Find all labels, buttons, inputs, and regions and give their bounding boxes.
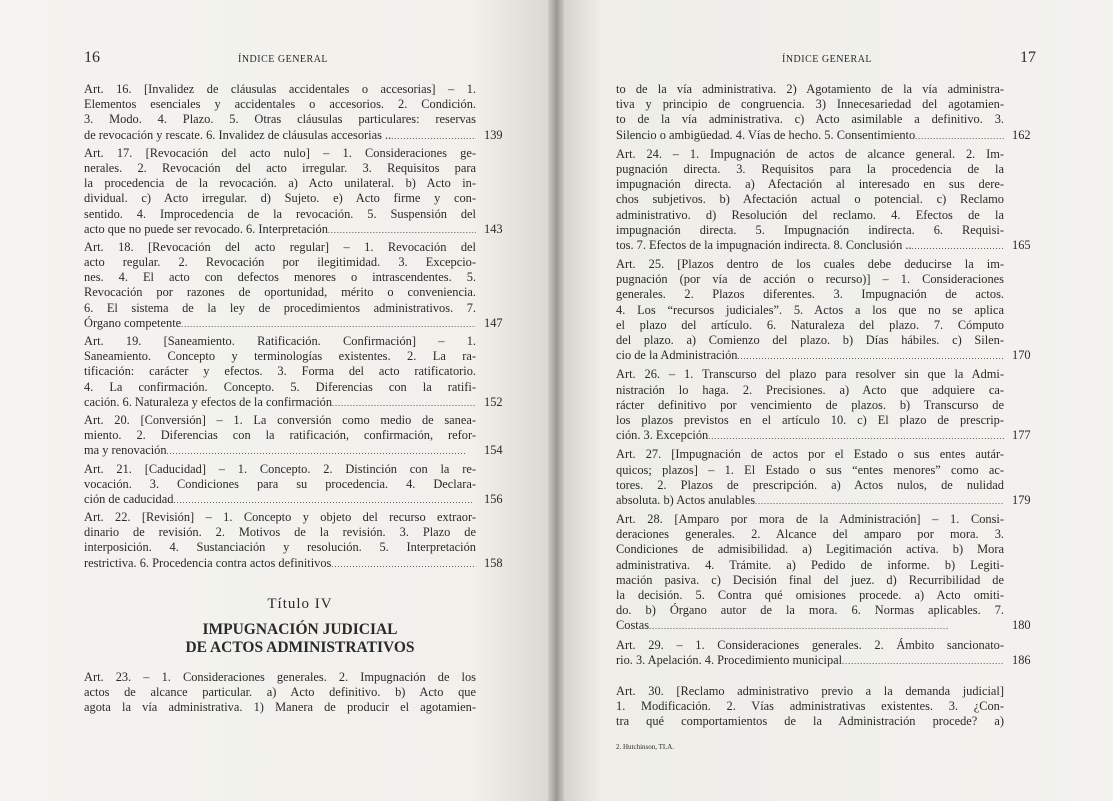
toc-entry-line: Art. 17. [Revocación del acto nulo] – 1. Consideraciones ge- [84,145,476,160]
toc-page-number: 179 [1012,492,1031,507]
toc-entry-line [616,238,1004,253]
toc-entry-line: administrativo. d) Resolución del reclamo. 4. Efectos de la [616,207,1004,222]
toc-entry-line: tiva y principio de congruencia. 3) Innecesariedad del agotamien- [616,97,1004,112]
running-head: ÍNDICE GENERAL [238,54,329,65]
toc-entry-line [84,316,476,331]
toc-entry-text: rio. 3. Apelación. 4. Procedimiento municipal [616,652,843,667]
toc-entry-line: 4. Los “recursos judiciales”. 5. Actos a los que no se aplica [616,302,1004,317]
toc-entry-line: deraciones generales. 2. Alcance del amparo por mora. 3. [616,527,1004,542]
toc-entry-line: generales. 2. Plazos diferentes. 3. Impugnación de actos. [616,287,1004,302]
toc-entry-line: Condiciones de admisibilidad. a) Legitimación activa. b) Mora [616,542,1004,557]
dot-leader [649,618,1004,633]
toc-entry-text: cio de la Administración [616,348,738,363]
toc-entries [84,82,503,574]
toc-entry-line: Art. 29. – 1. Consideraciones generales. 2. Ámbito sancionato- [616,637,1004,652]
toc-page-number: 152 [484,394,503,409]
toc-entry [84,412,503,459]
toc-entry-line: Art. 21. [Caducidad] – 1. Concepto. 2. Distinción con la re- [84,461,476,476]
toc-entry-line: sentido. 4. Improcedencia de la revocación. 5. Suspensión del [84,206,476,221]
toc-page-number: 165 [1012,237,1031,252]
dot-leader [708,428,1004,443]
toc-entry-line: acto regular. 2. Revocación por ilegitimidad. 3. Excepcio- [84,255,476,270]
toc-entry-line: Revocación por razones de oportunidad, mérito o conveniencia. [84,285,476,300]
toc-entry-line: Art. 26. – 1. Transcurso del plazo para resolver sin que la Admi- [616,367,1004,382]
toc-entry [84,334,503,410]
toc-entry-line: to de la vía administrativa. 2) Agotamiento de la vía administra- [616,82,1004,96]
toc-entry-line: vocación. 3. Condiciones para su procedencia. 4. Declara- [84,476,476,491]
toc-entry-line: 6. El sistema de la ley de procedimientos administrativos. 7. [84,300,476,315]
dot-leader [332,395,476,410]
toc-entry [84,461,503,508]
toc-entry-line: impugnación directa. a) Afectación al interesado en sus dere- [616,177,1004,192]
toc-entry-line: Art. 30. [Reclamo administrativo previo a la demanda judicial] [616,684,1004,698]
toc-page-number: 156 [484,491,503,506]
dot-leader [167,443,476,458]
toc-entry-line: Art. 27. [Impugnación de actos por el Estado o sus entes autár- [616,447,1004,462]
toc-entry-text: ción de caducidad [84,491,174,506]
toc-entry-line: rácter definitivo por vencimiento de plazos. b) Transcurso de [616,397,1004,412]
toc-entry-line: Art. 16. [Invalidez de cláusulas accidentales o accesorias] – 1. [84,82,476,96]
toc-entry [84,510,503,571]
dot-leader [328,222,476,237]
toc-entry-line: Art. 18. [Revocación del acto regular] – 1. Revocación del [84,239,476,254]
toc-entry-line: to de la vía administrativa. c) Acto asimilable a definitivo. 3. [616,112,1004,127]
toc-entry-line: actos de alcance particular. a) Acto definitivo. b) Acto que [84,685,476,700]
toc-entry-line: tra qué comportamientos de la Administración procede? a) [616,714,1004,729]
toc-page-number: 147 [484,315,503,330]
toc-entry-line [84,492,476,507]
toc-entry-line: nes. 4. El acto con defectos menores o intrascendentes. 5. [84,270,476,285]
toc-entry-art30 [616,684,1004,730]
toc-entry-art23 [84,670,476,716]
page-number: 17 [1020,49,1036,66]
left-page [0,0,556,801]
toc-entry-line [84,443,476,458]
toc-page-number: 180 [1012,618,1031,633]
toc-entry-line: mación pasiva. c) Decisión final del juez. d) Recurribilidad de [616,572,1004,587]
toc-page-number: 177 [1012,428,1031,443]
toc-entry-line: 1. Modificación. 2. Vías administrativas existentes. 3. ¿Con- [616,699,1004,714]
toc-entry-line: Elementos esenciales y accidentales o accesorios. 2. Condición. [84,97,476,112]
toc-entry-text: absoluta. b) Actos anulables [616,492,756,507]
toc-entry-line: Art. 20. [Conversión] – 1. La conversión como medio de sanea- [84,412,476,427]
toc-entry [84,82,503,143]
toc-entry-text: ma y renovación [84,443,167,458]
toc-entry-text: Órgano competente [84,315,182,330]
toc-entries [616,82,1031,672]
dot-leader [737,348,1004,363]
toc-entry [616,637,1031,668]
dot-leader [331,556,476,571]
toc-entry-line: agota la vía administrativa. 1) Manera de producir el agotamien- [84,700,476,715]
toc-entry-line: nerales. 2. Revocación del acto irregular. 3. Requisitos para [84,160,476,175]
toc-entry-line: 4. La confirmación. Concepto. 5. Diferencias con la ratifi- [84,379,476,394]
toc-entry [616,257,1031,363]
toc-entry-line: Art. 23. – 1. Consideraciones generales. 2. Impugnación de los [84,670,476,684]
toc-entry-line: Saneamiento. Concepto y terminologías existentes. 2. La ra- [84,349,476,364]
toc-entry-line [616,128,1004,143]
dot-leader [842,653,1004,668]
toc-entry-line: pugnación directa. 3. Requisitos para la procedencia de la [616,161,1004,176]
toc-entry-line [84,128,476,143]
dot-leader [755,493,1004,508]
toc-entry-line [84,395,476,410]
toc-entry-line: Art. 28. [Amparo por mora de la Administración] – 1. Consi- [616,512,1004,527]
toc-entry-line: 3. Modo. 4. Plazo. 5. Otras cláusulas particulares: reservas [84,112,476,127]
toc-entry-line: miento. 2. Diferencias con la ratificación, confirmación, refor- [84,428,476,443]
running-head: ÍNDICE GENERAL [782,54,873,65]
page-number: 16 [84,49,100,66]
dot-leader [915,128,1004,143]
toc-entry-line [616,428,1004,443]
toc-entry-line [616,653,1004,668]
toc-entry-line: tificación: carácter y efectos. 3. Forma del acto ratificatorio. [84,364,476,379]
toc-entry [616,146,1031,253]
toc-entry-text: ción. 3. Excepción [616,428,709,443]
section-heading-line2: DE ACTOS ADMINISTRATIVOS [185,639,415,656]
toc-entry-line: los plazos previstos en el artículo 10. c) El plazo de prescrip- [616,412,1004,427]
toc-entry-line: nistración lo haga. 2. Precisiones. a) Acto que adquiere ca- [616,382,1004,397]
dot-leader [912,238,1004,253]
toc-entry-line: Art. 25. [Plazos dentro de los cuales debe deducirse la im- [616,257,1004,272]
toc-entry-line: del plazo. a) Comienzo del plazo. b) Días hábiles. c) Silen- [616,333,1004,347]
toc-entry-line: administrativa. 4. Trámite. a) Pedido de informe. b) Legiti- [616,557,1004,572]
toc-entry [616,82,1031,143]
toc-entry-text: Costas [616,618,650,633]
toc-entry-text: restrictiva. 6. Procedencia contra actos definitivos [84,555,332,570]
toc-entry-line: la procedencia de la revocación. a) Acto unilateral. b) Acto in- [84,176,476,191]
toc-entry-line: Art. 19. [Saneamiento. Ratificación. Confirmación] – 1. [84,334,476,348]
right-page [556,0,1113,801]
toc-entry-line: dividual. c) Acto irregular. d) Sujeto. e) Acto firme y con- [84,191,476,206]
toc-entry-line: Art. 22. [Revisión] – 1. Concepto y objeto del recurso extraor- [84,510,476,525]
toc-entry-line: dinario de revisión. 2. Motivos de la revisión. 3. Plazo de [84,525,476,540]
section-heading-line1: IMPUGNACIÓN JUDICIAL [202,621,398,638]
toc-entry-line: do. b) Órgano autor de la mora. 6. Normas aplicables. 7. [616,603,1004,618]
toc-entry-text: de revocación y rescate. 6. Invalidez de cláusulas accesorias .. [84,127,392,142]
section-title: Título IV [267,596,333,612]
toc-entry-line: pugnación (por vía de acción o recurso)] – 1. Consideraciones [616,272,1004,287]
toc-entry-text: acto que no puede ser revocado. 6. Interpretación [84,221,328,236]
toc-page-number: 139 [484,127,503,142]
dot-leader [391,128,476,143]
toc-entry-line [616,618,1004,633]
toc-entry-line: el plazo del artículo. 6. Naturaleza del plazo. 7. Cómputo [616,317,1004,332]
toc-entry-line: interposición. 4. Sustanciación y resolución. 5. Interpretación [84,540,476,555]
toc-entry-line: Art. 24. – 1. Impugnación de actos de alcance general. 2. Im- [616,146,1004,161]
toc-page-number: 186 [1012,652,1031,667]
toc-page-number: 170 [1012,348,1031,363]
toc-page-number: 154 [484,443,503,458]
toc-entry-line [84,222,476,237]
toc-entry-line: impugnación directa. 5. Impugnación indirecta. 6. Requisi- [616,222,1004,237]
book-gutter [548,0,564,801]
toc-entry-line [84,556,476,571]
toc-entry-text: cación. 6. Naturaleza y efectos de la confirmación [84,394,333,409]
toc-entry [616,367,1031,443]
toc-entry-line [616,348,1004,363]
toc-entry [616,512,1031,634]
toc-entry-line: la decisión. 5. Contra qué omisiones procede. a) Acto omiti- [616,588,1004,602]
toc-entry [616,447,1031,508]
toc-entry-line: tores. 2. Plazos de prescripción. a) Actos nulos, de nulidad [616,477,1004,492]
toc-page-number: 143 [484,221,503,236]
toc-entry [84,145,503,237]
toc-entry-line [616,493,1004,508]
dot-leader [173,492,476,507]
footnote: 2. Hutchinson, TLA. [616,743,675,751]
toc-entry-text: tos. 7. Efectos de la impugnación indirecta. 8. Conclusión .. [616,237,912,252]
toc-entry-line: chos subjetivos. b) Afectación actual o potencial. c) Reclamo [616,192,1004,207]
toc-entry [84,239,503,331]
toc-page-number: 158 [484,555,503,570]
toc-entry-line: quicos; plazos] – 1. El Estado o sus “entes menores” como ac- [616,462,1004,477]
dot-leader [181,316,476,331]
toc-page-number: 162 [1012,127,1031,142]
toc-entry-text: Silencio o ambigüedad. 4. Vías de hecho. 5. Consentimiento [616,127,916,142]
